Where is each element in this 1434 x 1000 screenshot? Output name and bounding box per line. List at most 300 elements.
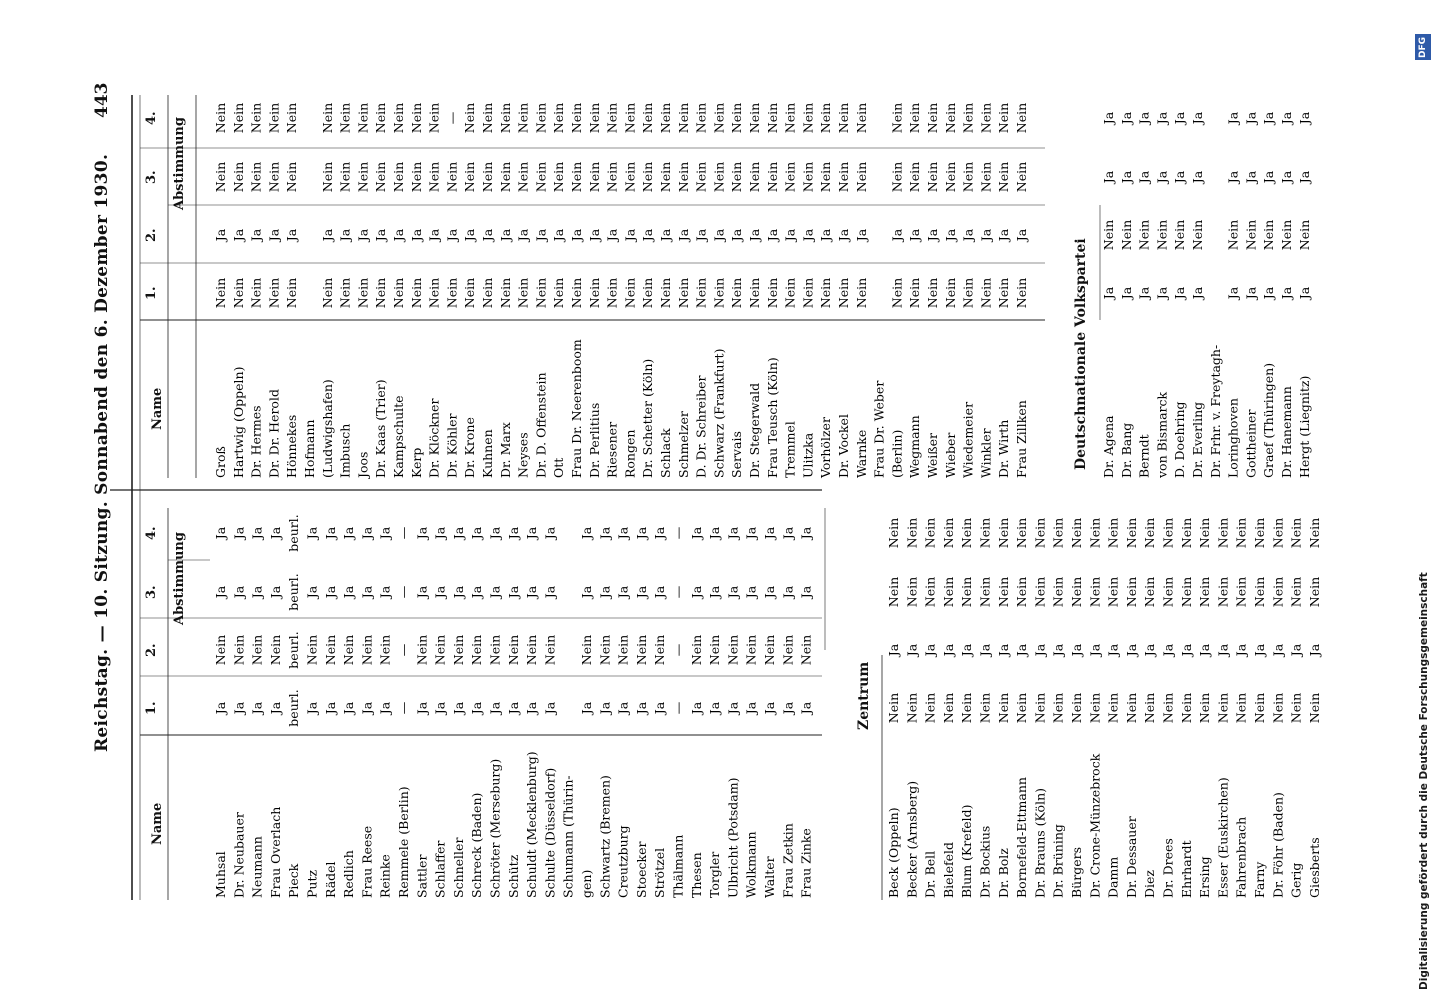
member-name: Kuhnen: [480, 429, 495, 478]
member-name: Dr. Klöckner: [426, 398, 442, 478]
vote-cell: Ja: [995, 643, 1011, 657]
left-vote-header: Abstimmung: [172, 532, 187, 625]
vote-cell: Ja: [450, 701, 466, 715]
member-name: Weißer: [925, 433, 940, 478]
member-name: gen): [579, 869, 594, 898]
vote-cell: Ja: [267, 526, 283, 540]
vote-cell: Nein: [996, 277, 1012, 309]
vote-cell: Nein: [322, 634, 338, 666]
vote-cell: Nein: [1105, 692, 1121, 724]
vote-cell: Nein: [1160, 692, 1176, 724]
vote-cell: Nein: [658, 161, 673, 193]
vote-cell: Nein: [1160, 517, 1176, 549]
vote-cell: Nein: [462, 102, 478, 134]
vote-cell: Ja: [414, 701, 430, 715]
vote-cell: Nein: [213, 634, 228, 666]
vote-cell: Ja: [1215, 643, 1231, 657]
vote-cell: Ja: [762, 585, 777, 599]
vote-cell: Ja: [1014, 643, 1030, 657]
member-name: Dr. Bell: [922, 850, 938, 898]
vote-cell: Ja: [652, 585, 668, 599]
vote-cell: Ja: [780, 585, 796, 599]
member-name: Dr. Perlitius: [586, 402, 602, 478]
vote-cell: Nein: [391, 277, 406, 309]
vote-cell: Nein: [231, 634, 247, 666]
member-name: (Ludwigshafen): [319, 379, 335, 478]
vote-cell: Nein: [248, 277, 264, 309]
vote-cell: Ja: [1288, 643, 1304, 657]
vote-cell: —: [396, 643, 411, 657]
member-name: Ulitzka: [800, 432, 816, 478]
member-name: Graef (Thüringen): [1261, 362, 1277, 478]
vote-cell: Nein: [922, 692, 938, 724]
vote-cell: Ja: [230, 228, 246, 242]
vote-cell: Ja: [322, 526, 338, 540]
vote-cell: Ja: [907, 228, 923, 242]
vote-cell: Nein: [1154, 219, 1170, 251]
vote-cell: Nein: [1087, 517, 1103, 549]
vote-cell: Nein: [444, 277, 460, 309]
vote-cell: Nein: [469, 634, 485, 666]
vote-cell: Ja: [597, 585, 613, 599]
vote-cell: Nein: [408, 277, 424, 309]
vote-cell: Nein: [960, 161, 976, 193]
member-name: Dr. Dessauer: [1123, 816, 1139, 898]
vote-cell: Nein: [1087, 692, 1103, 724]
vote-cell: Ja: [942, 228, 958, 242]
vote-cell: Nein: [977, 692, 993, 724]
vote-cell: Ja: [487, 526, 503, 540]
vote-cell: Ja: [359, 526, 375, 540]
vote-cell: Ja: [1190, 286, 1205, 300]
member-name: Dr. Frhr. v. Freytagh-: [1207, 344, 1223, 478]
vote-cell: Nein: [622, 161, 638, 193]
member-name: Dr. Kaas (Trier): [373, 379, 389, 478]
member-name: Wiedemeier: [960, 401, 976, 478]
vote-cell: Ja: [1101, 286, 1116, 300]
vote-cell: Nein: [729, 277, 745, 309]
vote-cell: Ja: [1190, 111, 1205, 125]
vote-cell: Ja: [408, 228, 424, 242]
vote-cell: Nein: [1306, 517, 1322, 549]
vote-cell: Nein: [551, 161, 567, 193]
vote-cell: Nein: [615, 634, 631, 666]
member-name: Kampschulte: [391, 395, 406, 478]
member-name: Hofmann: [302, 419, 317, 478]
vote-cell: Ja: [373, 228, 389, 242]
left-table-cells: [213, 514, 1322, 898]
vote-cell: Ja: [652, 701, 668, 715]
vote-cell: Ja: [996, 228, 1012, 242]
vote-cell: Ja: [249, 585, 265, 599]
member-name: Wolkmann: [743, 831, 759, 898]
vote-cell: Ja: [886, 643, 901, 657]
vote-cell: Ja: [1101, 111, 1116, 125]
member-name: Remmele (Berlin): [396, 786, 411, 898]
left-col-2: 2.: [144, 643, 159, 657]
member-name: Dr. Stegerwald: [747, 382, 762, 478]
vote-cell: Nein: [1215, 692, 1231, 724]
vote-cell: Nein: [729, 102, 745, 134]
vote-cell: Nein: [836, 277, 851, 309]
member-name: Redlich: [341, 850, 357, 898]
vote-cell: Nein: [248, 161, 264, 193]
vote-cell: Nein: [1136, 219, 1152, 251]
vote-cell: Nein: [711, 161, 727, 193]
vote-cell: Ja: [469, 526, 485, 540]
right-table-cells: [213, 103, 1312, 480]
vote-cell: Nein: [1178, 692, 1194, 724]
vote-cell: Nein: [515, 277, 531, 309]
vote-cell: Nein: [377, 634, 393, 666]
vote-cell: Nein: [569, 277, 584, 309]
vote-cell: Nein: [907, 277, 923, 309]
member-name: Servais: [729, 431, 745, 478]
vote-cell: Nein: [1288, 517, 1304, 549]
vote-cell: Ja: [304, 526, 320, 540]
vote-cell: Nein: [391, 161, 406, 193]
vote-cell: Ja: [615, 585, 631, 599]
member-name: Schreck (Baden): [469, 792, 485, 898]
vote-cell: Nein: [1014, 692, 1030, 724]
vote-cell: Nein: [1243, 219, 1259, 251]
vote-cell: Ja: [1160, 643, 1176, 657]
vote-cell: Nein: [747, 161, 762, 193]
vote-cell: Ja: [231, 701, 247, 715]
vote-cell: Ja: [633, 526, 649, 540]
vote-cell: Ja: [1154, 111, 1170, 125]
vote-cell: Ja: [480, 228, 495, 242]
vote-cell: Nein: [391, 102, 406, 134]
vote-cell: Ja: [800, 228, 816, 242]
vote-cell: Ja: [248, 228, 264, 242]
vote-cell: Nein: [942, 161, 958, 193]
vote-cell: Ja: [959, 643, 975, 657]
vote-cell: Ja: [836, 228, 851, 242]
member-name: Dr. Brüning: [1050, 824, 1066, 898]
vote-cell: —: [396, 701, 411, 715]
vote-cell: Nein: [800, 102, 816, 134]
vote-cell: Nein: [1087, 576, 1103, 608]
vote-cell: Ja: [341, 701, 357, 715]
vote-cell: Nein: [373, 277, 389, 309]
vote-cell: Nein: [640, 102, 656, 134]
vote-cell: Nein: [925, 161, 940, 193]
vote-cell: Ja: [904, 643, 920, 657]
vote-cell: Nein: [780, 634, 796, 666]
member-name: Bielefeld: [940, 842, 956, 898]
vote-cell: Nein: [1032, 517, 1048, 549]
member-name: Schwartz (Bremen): [597, 775, 613, 898]
vote-cell: Ja: [444, 228, 460, 242]
vote-cell: Ja: [1225, 286, 1241, 300]
vote-cell: Nein: [889, 102, 905, 134]
vote-cell: Ja: [304, 701, 320, 715]
vote-cell: Ja: [322, 585, 338, 599]
vote-cell: Nein: [1014, 277, 1029, 309]
member-name: Walter: [762, 856, 777, 898]
vote-cell: Ja: [780, 701, 796, 715]
vote-cell: Nein: [904, 692, 920, 724]
vote-cell: Nein: [533, 102, 549, 134]
vote-cell: Nein: [764, 161, 780, 193]
vote-cell: Nein: [836, 102, 851, 134]
vote-cell: beurl.: [286, 514, 302, 552]
member-name: Dr. Köhler: [444, 413, 460, 478]
member-name: Dr. Bolz: [995, 848, 1011, 898]
member-name: Frau Zetkin: [780, 823, 796, 898]
vote-cell: Nein: [1014, 161, 1029, 193]
right-col-2: 2.: [144, 228, 159, 242]
vote-cell: Nein: [886, 517, 901, 549]
vote-cell: Nein: [1142, 576, 1158, 608]
vote-cell: Nein: [1142, 517, 1158, 549]
vote-cell: Ja: [1279, 286, 1294, 300]
vote-cell: Ja: [267, 585, 283, 599]
vote-cell: Ja: [693, 228, 709, 242]
vote-cell: Nein: [1233, 517, 1249, 549]
vote-cell: Nein: [747, 102, 762, 134]
vote-cell: Nein: [747, 277, 762, 309]
vote-cell: Ja: [622, 228, 638, 242]
vote-cell: Nein: [586, 102, 602, 134]
vote-cell: Nein: [569, 102, 584, 134]
vote-cell: Ja: [569, 228, 584, 242]
vote-cell: Nein: [818, 102, 834, 134]
member-name: Bornefeld-Ettmann: [1014, 777, 1030, 898]
vote-cell: Nein: [267, 634, 283, 666]
vote-cell: Nein: [1032, 692, 1048, 724]
vote-cell: Ja: [1279, 170, 1294, 184]
member-name: Diez: [1142, 869, 1158, 898]
vote-cell: Ja: [1296, 286, 1312, 300]
vote-cell: Nein: [337, 277, 353, 309]
vote-cell: Ja: [978, 228, 994, 242]
vote-cell: Ja: [487, 701, 503, 715]
member-name: Berndt: [1136, 434, 1152, 478]
vote-cell: Nein: [978, 277, 994, 309]
vote-cell: Nein: [800, 277, 816, 309]
vote-cell: Nein: [551, 277, 567, 309]
vote-cell: Nein: [1123, 517, 1139, 549]
section-zentrum: Zentrum: [856, 661, 872, 730]
vote-cell: Nein: [978, 102, 994, 134]
member-name: Frau Overlach: [267, 806, 283, 898]
vote-cell: Nein: [960, 102, 976, 134]
vote-cell: Nein: [640, 161, 656, 193]
vote-cell: Nein: [355, 161, 371, 193]
vote-cell: Nein: [1225, 219, 1241, 251]
vote-cell: Ja: [432, 701, 448, 715]
member-name: Wieber: [942, 432, 958, 478]
vote-cell: Nein: [1261, 219, 1277, 251]
vote-cell: Ja: [633, 701, 649, 715]
vote-cell: Ja: [1136, 286, 1152, 300]
vote-cell: Nein: [213, 102, 228, 134]
vote-cell: Nein: [1215, 576, 1231, 608]
member-name: Dr. Drees: [1160, 838, 1176, 898]
vote-cell: Ja: [469, 585, 485, 599]
vote-cell: Nein: [569, 161, 584, 193]
vote-cell: Nein: [230, 161, 246, 193]
vote-cell: Nein: [959, 692, 975, 724]
member-name: Stoecker: [633, 841, 649, 898]
member-name: Gerig: [1288, 862, 1304, 898]
vote-cell: Nein: [1014, 102, 1029, 134]
vote-cell: Nein: [836, 161, 851, 193]
member-name: Imbusch: [337, 423, 353, 478]
right-name-header: Name: [150, 387, 165, 430]
vote-cell: Nein: [1014, 576, 1030, 608]
vote-cell: Ja: [1178, 643, 1194, 657]
vote-cell: Ja: [1069, 643, 1084, 657]
vote-cell: Nein: [248, 102, 264, 134]
vote-cell: Nein: [1050, 576, 1066, 608]
vote-cell: Ja: [1032, 643, 1048, 657]
vote-cell: Nein: [1178, 517, 1194, 549]
vote-cell: Ja: [469, 701, 485, 715]
vote-cell: Nein: [693, 161, 709, 193]
vote-cell: Nein: [1270, 692, 1286, 724]
vote-cell: Nein: [996, 102, 1012, 134]
vote-cell: Ja: [615, 701, 631, 715]
vote-cell: Nein: [266, 161, 282, 193]
member-name: Hönnekes: [284, 414, 300, 478]
vote-cell: Ja: [1136, 111, 1152, 125]
vote-cell: Nein: [633, 634, 649, 666]
vote-cell: Ja: [1118, 170, 1134, 184]
member-name: Schmelzer: [675, 411, 691, 478]
digitization-note: Digitalisierung gefördert durch die Deutsche Forschungsgemeinschaft: [1418, 572, 1430, 990]
member-name: Beck (Oppeln): [886, 807, 901, 898]
vote-cell: Nein: [904, 517, 920, 549]
vote-cell: Nein: [711, 102, 727, 134]
left-col-3: 3.: [144, 585, 159, 599]
vote-cell: Ja: [414, 526, 430, 540]
vote-cell: Nein: [1142, 692, 1158, 724]
member-name: Warnke: [853, 429, 869, 478]
member-name: Esser (Euskirchen): [1215, 777, 1231, 898]
vote-cell: Nein: [1306, 576, 1322, 608]
vote-cell: Ja: [725, 526, 741, 540]
vote-cell: Nein: [213, 161, 228, 193]
member-name: Strötzel: [652, 847, 668, 898]
vote-cell: Ja: [747, 228, 762, 242]
vote-cell: Nein: [426, 161, 442, 193]
vote-cell: Ja: [1243, 170, 1259, 184]
vote-cell: Nein: [1197, 517, 1213, 549]
vote-cell: —: [670, 701, 686, 715]
vote-cell: Ja: [1190, 170, 1205, 184]
member-name: Pieck: [286, 863, 302, 898]
member-name: Frau Dr. Weber: [871, 380, 887, 478]
member-name: Dr. Crone-Münzebrock: [1087, 753, 1103, 898]
vote-cell: Ja: [1101, 170, 1116, 184]
vote-cell: Ja: [1261, 170, 1277, 184]
member-name: Farny: [1252, 861, 1267, 898]
vote-cell: Nein: [1105, 576, 1121, 608]
vote-cell: Ja: [1050, 643, 1066, 657]
vote-cell: Nein: [853, 161, 869, 193]
vote-cell: Ja: [889, 228, 905, 242]
vote-cell: Nein: [925, 277, 940, 309]
vote-cell: Ja: [1118, 286, 1134, 300]
vote-cell: Nein: [658, 277, 673, 309]
vote-cell: Nein: [1215, 517, 1231, 549]
vote-cell: Nein: [1252, 517, 1267, 549]
vote-cell: Ja: [1306, 643, 1322, 657]
running-header: Reichstag. — 10. Sitzung. Sonnabend den 6. Dezember 1930.: [92, 153, 112, 752]
vote-cell: beurl.: [286, 631, 302, 669]
vote-cell: Nein: [604, 161, 620, 193]
vote-cell: Nein: [782, 102, 798, 134]
vote-cell: Ja: [1142, 643, 1158, 657]
member-name: Kerp: [408, 447, 424, 478]
member-name: Frau Dr. Neerenboom: [569, 339, 584, 478]
vote-cell: Ja: [497, 228, 513, 242]
right-vote-header: Abstimmung: [172, 117, 187, 210]
member-name: Neyses: [515, 432, 531, 478]
member-name: Bürgers: [1069, 846, 1084, 898]
vote-cell: Nein: [450, 634, 466, 666]
vote-cell: Nein: [337, 102, 353, 134]
vote-cell: Nein: [1288, 692, 1304, 724]
vote-cell: Ja: [652, 526, 668, 540]
vote-cell: Nein: [462, 277, 478, 309]
vote-cell: beurl.: [286, 573, 302, 611]
vote-cell: Nein: [359, 634, 375, 666]
vote-cell: Nein: [480, 277, 495, 309]
vote-cell: Nein: [693, 102, 709, 134]
vote-cell: Nein: [942, 102, 958, 134]
vote-cell: Ja: [542, 701, 558, 715]
vote-cell: Nein: [886, 576, 901, 608]
vote-cell: Nein: [1233, 692, 1249, 724]
member-name: Rädel: [322, 861, 338, 898]
page-number: 443: [92, 82, 112, 118]
vote-cell: Nein: [960, 277, 976, 309]
vote-cell: Ja: [231, 585, 247, 599]
vote-cell: Nein: [729, 161, 745, 193]
member-name: Dr. Bang: [1118, 422, 1134, 478]
vote-cell: Nein: [1160, 576, 1176, 608]
vote-cell: Nein: [959, 517, 975, 549]
member-name: Dr. Marx: [497, 422, 513, 478]
member-name: Dr. Krone: [462, 417, 478, 478]
vote-cell: Nein: [304, 634, 320, 666]
vote-cell: Nein: [586, 277, 602, 309]
vote-cell: Nein: [1178, 576, 1194, 608]
member-name: D. Doehring: [1172, 401, 1188, 478]
vote-cell: Ja: [524, 701, 540, 715]
vote-cell: Ja: [266, 228, 282, 242]
vote-cell: Nein: [675, 102, 691, 134]
member-name: Dr. Hermes: [248, 405, 264, 478]
vote-cell: Nein: [426, 277, 442, 309]
vote-cell: Ja: [505, 585, 521, 599]
vote-cell: Ja: [1233, 643, 1249, 657]
vote-cell: Ja: [524, 526, 540, 540]
member-name: Schütz: [505, 854, 521, 898]
vote-cell: Nein: [542, 634, 558, 666]
vote-cell: Ja: [633, 585, 649, 599]
vote-cell: Ja: [711, 228, 727, 242]
member-name: Muhsal: [213, 851, 228, 898]
vote-cell: Nein: [940, 517, 956, 549]
member-name: Dr. Everling: [1190, 401, 1205, 478]
vote-cell: Nein: [1118, 219, 1134, 251]
vote-cell: Ja: [304, 585, 320, 599]
